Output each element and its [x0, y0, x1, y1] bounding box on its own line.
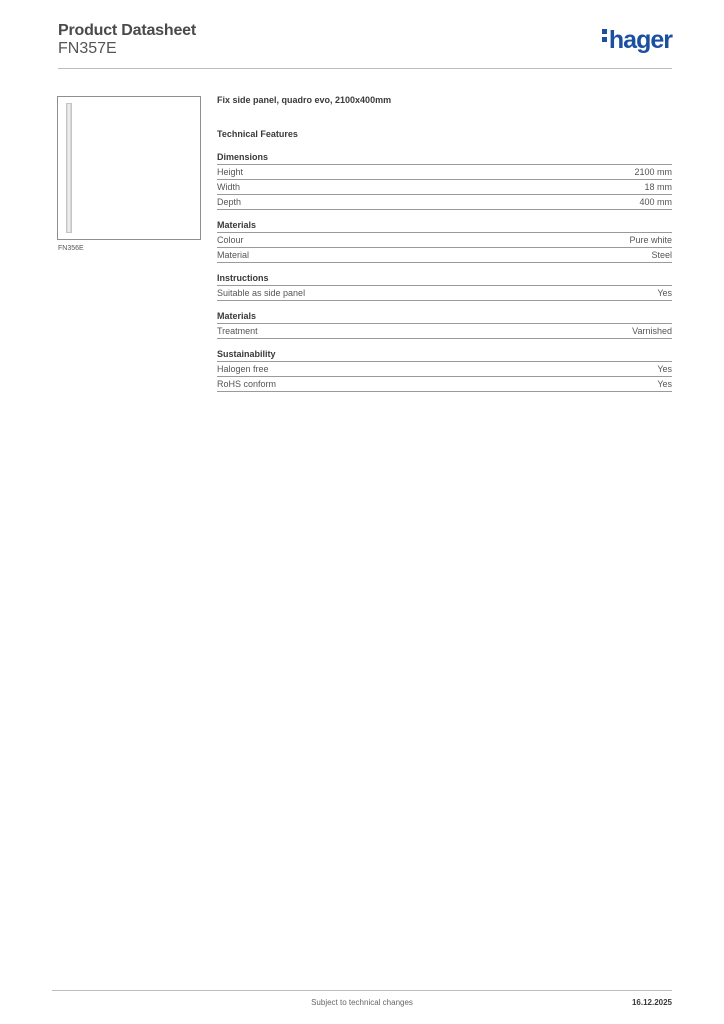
footer-date: 16.12.2025: [631, 998, 672, 1007]
spec-value: 400 mm: [639, 197, 672, 207]
side-panel-image: [66, 103, 72, 233]
spec-label: Width: [217, 182, 241, 192]
spec-value: Yes: [657, 379, 672, 389]
spec-value: Pure white: [629, 235, 672, 245]
spec-label: Suitable as side panel: [217, 288, 306, 298]
spec-label: Height: [217, 167, 244, 177]
section-materials-treatment: [217, 311, 672, 339]
spec-row: [217, 324, 672, 339]
technical-features-heading: Technical Features: [217, 129, 298, 139]
spec-label: Material: [217, 250, 250, 260]
logo-text: hager: [608, 26, 672, 54]
spec-label: Depth: [217, 197, 242, 207]
section-materials: [217, 220, 672, 263]
section-title: Materials: [217, 311, 672, 324]
product-code: FN357E: [58, 40, 117, 57]
spec-row: [217, 233, 672, 248]
spec-label: Halogen free: [217, 364, 269, 374]
spec-row: [217, 248, 672, 263]
section-dimensions: [217, 152, 672, 210]
spec-value: 18 mm: [644, 182, 672, 192]
header-divider: [58, 68, 672, 69]
section-instructions: [217, 273, 672, 301]
section-title: Instructions: [217, 273, 672, 286]
spec-value: 2100 mm: [634, 167, 672, 177]
logo-dots-icon: [602, 29, 607, 45]
spec-label: RoHS conform: [217, 379, 277, 389]
section-title: Sustainability: [217, 349, 672, 362]
spec-label: Colour: [217, 235, 244, 245]
spec-row: [217, 165, 672, 180]
spec-row: [217, 195, 672, 210]
section-title: Dimensions: [217, 152, 672, 165]
spec-row: [217, 286, 672, 301]
spec-value: Yes: [657, 288, 672, 298]
spec-content: [217, 95, 672, 392]
product-image-frame: [57, 96, 201, 240]
spec-value: Varnished: [632, 326, 672, 336]
spec-value: Yes: [657, 364, 672, 374]
footer-note: Subject to technical changes: [311, 998, 413, 1007]
page-title: Product Datasheet: [58, 22, 196, 39]
image-caption: FN356E: [58, 245, 84, 252]
hager-logo: [602, 28, 672, 53]
spec-label: Treatment: [217, 326, 258, 336]
footer-divider: [52, 990, 672, 991]
spec-value: Steel: [651, 250, 672, 260]
product-description: Fix side panel, quadro evo, 2100x400mm: [217, 95, 392, 105]
spec-row: [217, 362, 672, 377]
spec-row: [217, 180, 672, 195]
spec-row: [217, 377, 672, 392]
section-title: Materials: [217, 220, 672, 233]
section-sustainability: [217, 349, 672, 392]
